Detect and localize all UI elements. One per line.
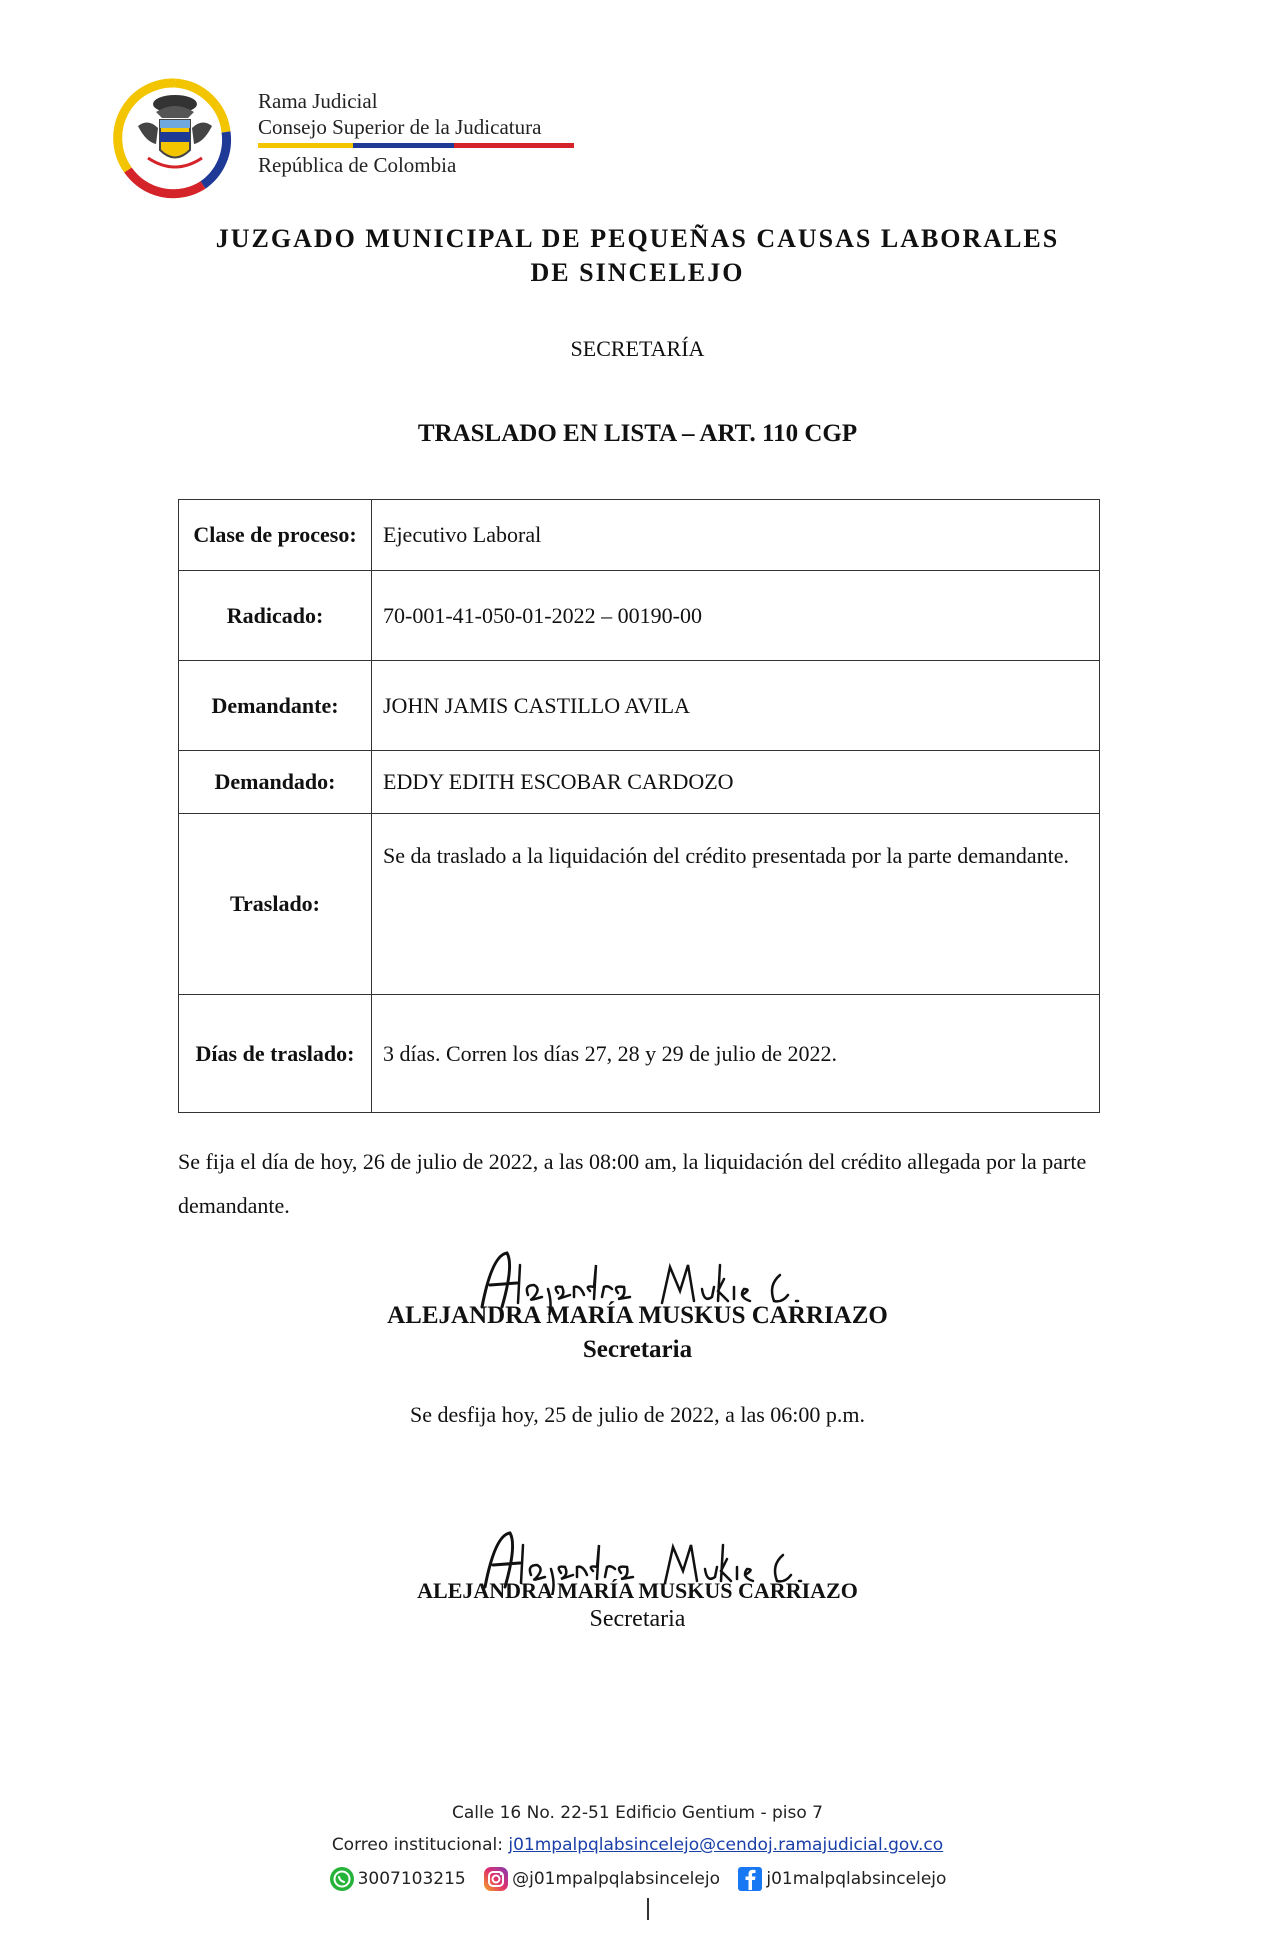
traslado-label: Traslado: <box>179 814 372 995</box>
brand-line1: Rama Judicial <box>258 89 378 113</box>
signatory-role: Secretaria <box>582 1336 693 1363</box>
email-label: Correo institucional: <box>331 1835 503 1855</box>
clase-value: Ejecutivo Laboral <box>372 500 1100 571</box>
radicado-value: 70-001-41-050-01-2022 – 00190-00 <box>372 571 1100 661</box>
signatory-role: Secretaria <box>589 1606 686 1632</box>
rama-judicial-logo <box>108 70 243 205</box>
table-row <box>179 661 1100 751</box>
court-title-line1: JUZGADO MUNICIPAL DE PEQUEÑAS CAUSAS LABORALES <box>215 224 1060 253</box>
clase-label: Clase de proceso: <box>179 500 372 571</box>
table-row <box>179 995 1100 1113</box>
text-cursor <box>647 1898 649 1920</box>
facebook-icon <box>737 1866 763 1892</box>
whatsapp-icon <box>329 1866 355 1892</box>
facebook-handle: j01malpqlabsincelejo <box>766 1869 947 1889</box>
table-row <box>179 500 1100 571</box>
instagram-contact[interactable] <box>483 1866 720 1892</box>
brand-line2: Consejo Superior de la Judicatura <box>258 115 542 139</box>
court-title <box>150 222 1125 290</box>
signatory-name: ALEJANDRA MARÍA MUSKUS CARRIAZO <box>417 1578 858 1603</box>
document-title: TRASLADO EN LISTA – ART. 110 CGP <box>417 420 858 447</box>
case-info-table <box>178 499 1100 1113</box>
instagram-icon <box>483 1866 509 1892</box>
table-row <box>179 571 1100 661</box>
whatsapp-contact[interactable] <box>329 1866 466 1892</box>
instagram-handle: @j01mpalpqlabsincelejo <box>512 1869 720 1889</box>
table-row <box>179 751 1100 814</box>
facebook-contact[interactable] <box>737 1866 946 1892</box>
radicado-label: Radicado: <box>179 571 372 661</box>
demandante-value: JOHN JAMIS CASTILLO AVILA <box>372 661 1100 751</box>
demandado-label: Demandado: <box>179 751 372 814</box>
demandante-label: Demandante: <box>179 661 372 751</box>
footer-email-line <box>0 1835 1275 1855</box>
table-row <box>179 814 1100 995</box>
demandado-value: EDDY EDITH ESCOBAR CARDOZO <box>372 751 1100 814</box>
letterhead-text <box>258 88 574 178</box>
footer-address: Calle 16 No. 22-51 Edificio Gentium - piso 7 <box>452 1803 823 1823</box>
traslado-value: Se da traslado a la liquidación del crédito presentada por la parte demandante. <box>372 814 1100 995</box>
whatsapp-number: 3007103215 <box>357 1869 466 1889</box>
brand-line3: República de Colombia <box>258 153 457 177</box>
court-title-line2: DE SINCELEJO <box>530 258 745 287</box>
brand-tricolor-rule <box>258 143 574 148</box>
desfija-paragraph: Se desfija hoy, 25 de julio de 2022, a las 06:00 p.m. <box>409 1402 865 1427</box>
email-link[interactable]: j01mpalpqlabsincelejo@cendoj.ramajudicial.gov.co <box>508 1835 944 1855</box>
signatory-name: ALEJANDRA MARÍA MUSKUS CARRIAZO <box>387 1302 888 1329</box>
fija-paragraph: Se fija el día de hoy, 26 de julio de 2022, a las 08:00 am, la liquidación del crédito allegada por la parte demandante. <box>178 1149 1087 1218</box>
dias-value: 3 días. Corren los días 27, 28 y 29 de julio de 2022. <box>372 995 1100 1113</box>
office-heading: SECRETARÍA <box>570 336 705 361</box>
dias-label: Días de traslado: <box>179 995 372 1113</box>
footer-social <box>0 1866 1275 1892</box>
